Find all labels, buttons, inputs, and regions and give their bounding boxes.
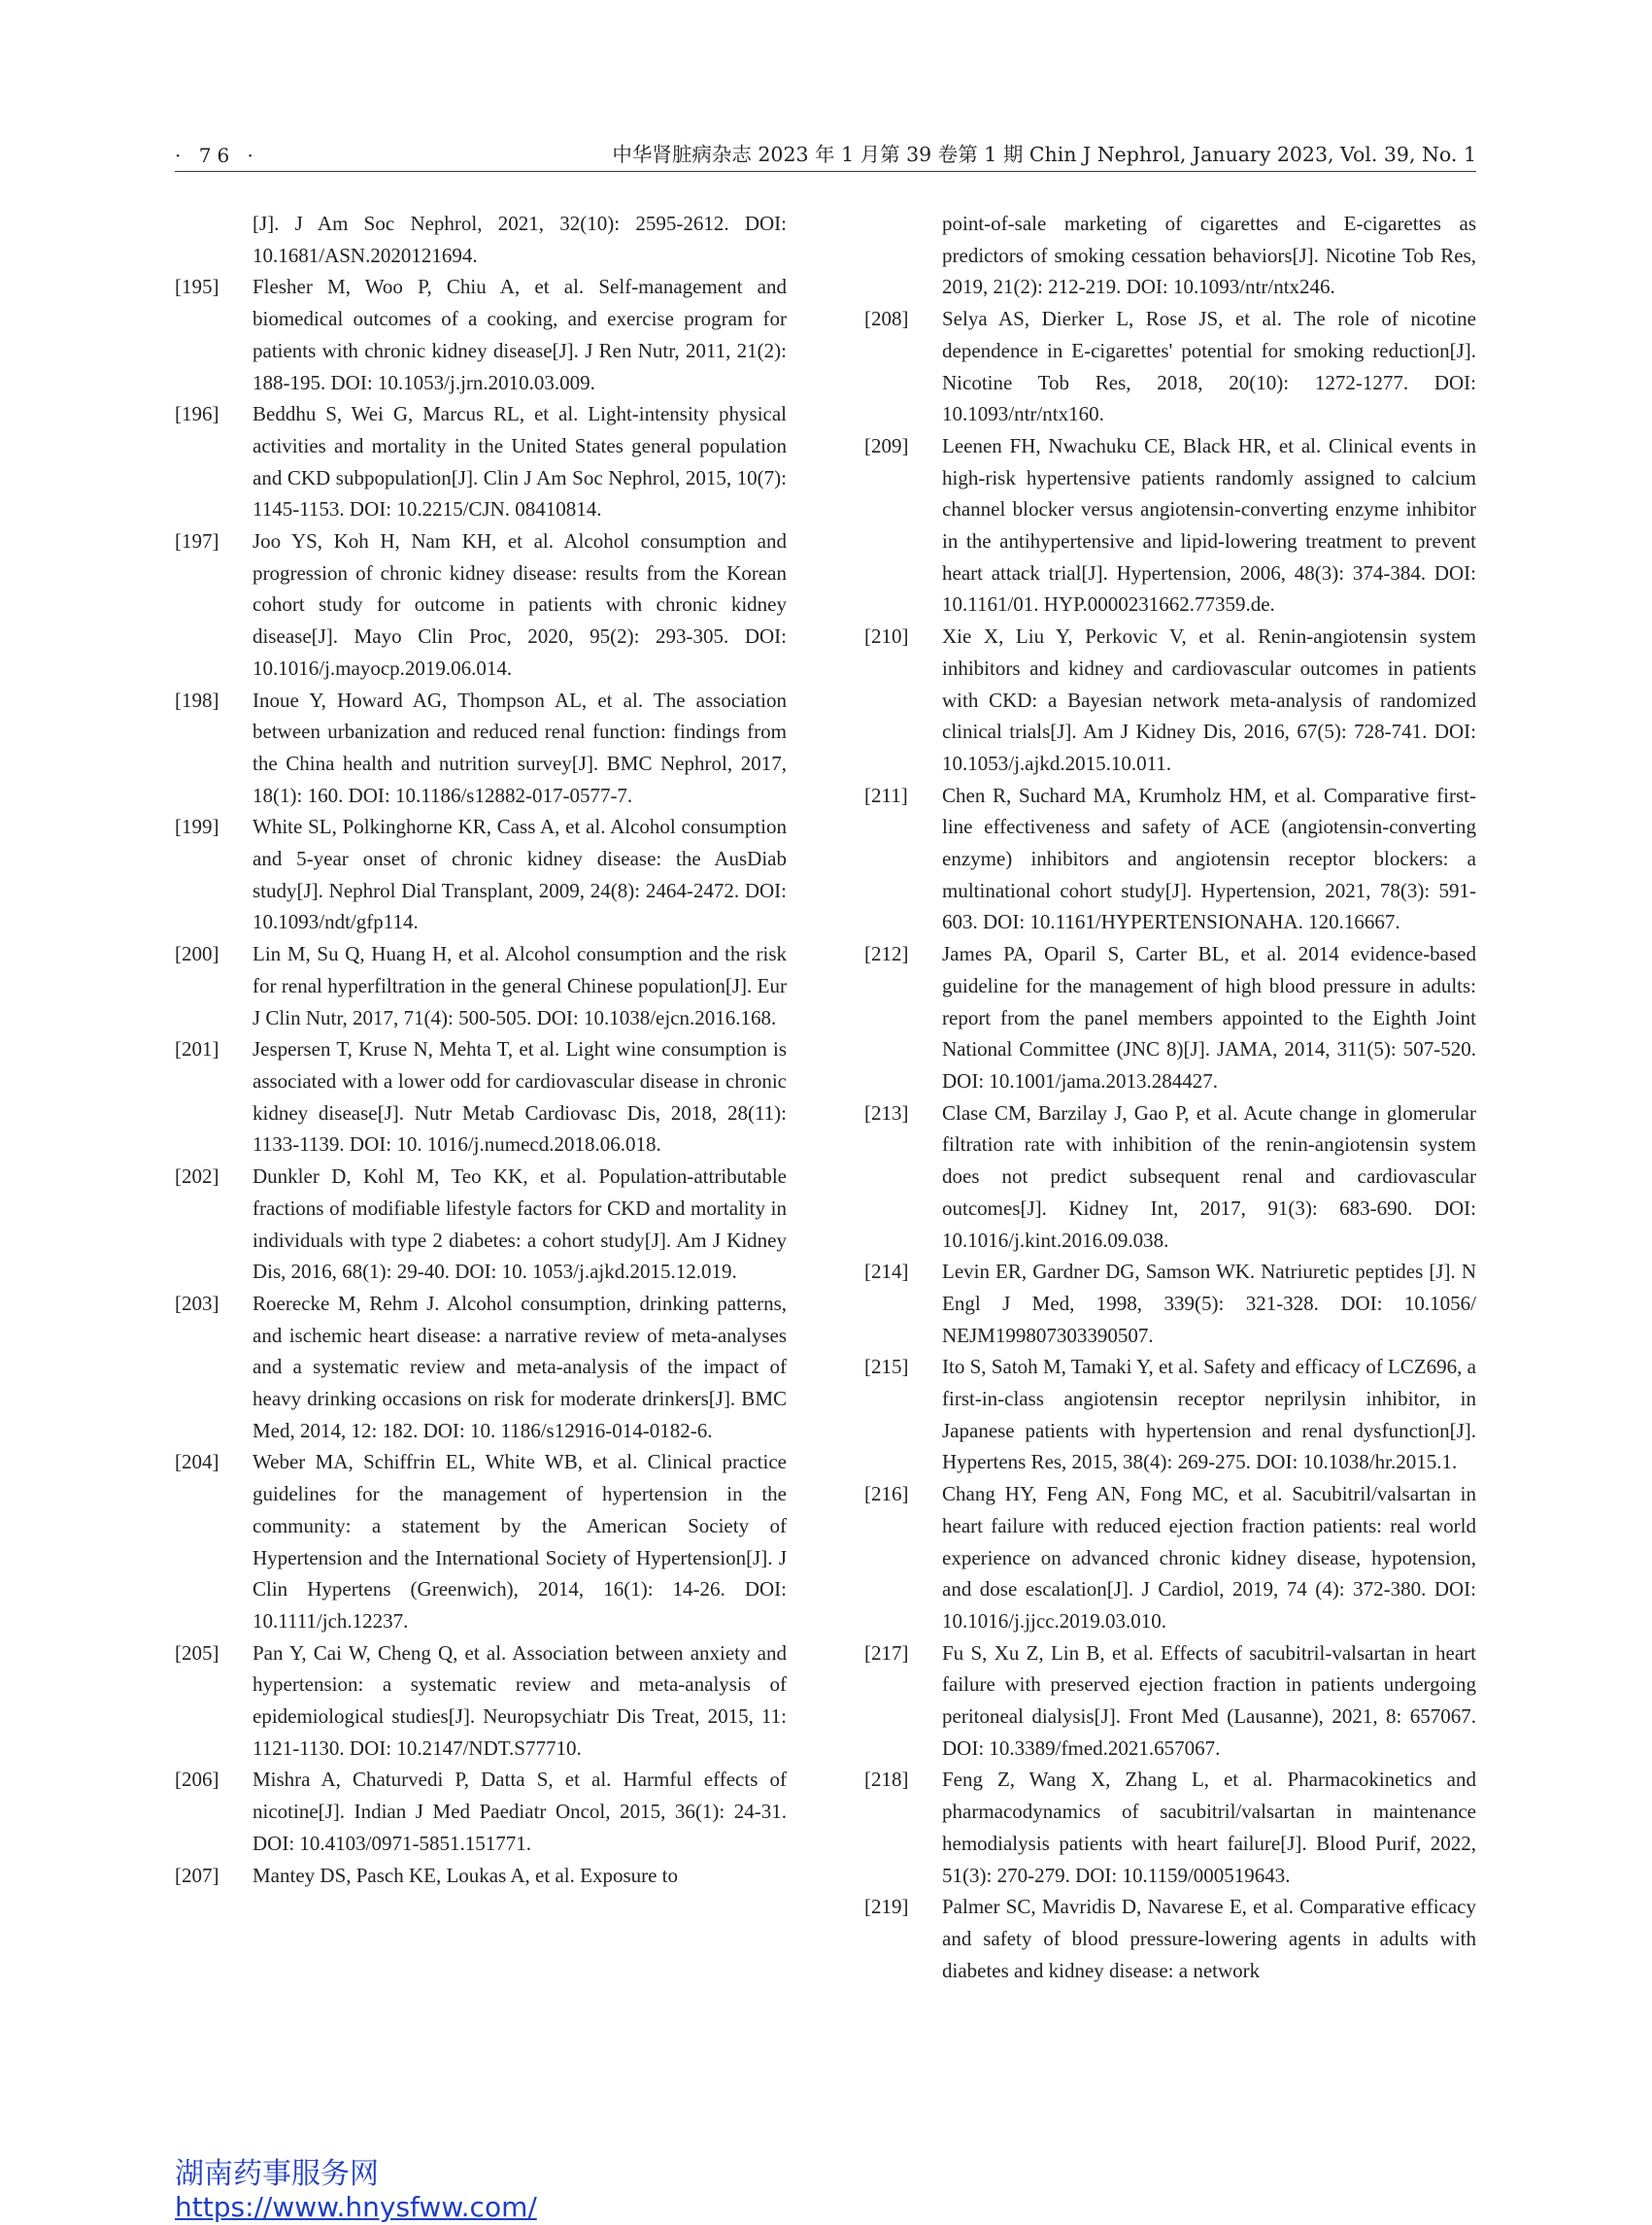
reference-text: [J]. J Am Soc Nephrol, 2021, 32(10): 2595-2612. DOI: 10.1681/ASN.2020121694. xyxy=(253,212,787,267)
reference-text: Joo YS, Koh H, Nam KH, et al. Alcohol consumption and progression of chronic kidney disease: results from the Korean cohort study for outcome in patients with chronic kidney disease[J]. Mayo Clin Proc, 2020, 95(2): 293-305. DOI: 10.1016/j.mayocp.2019.06.014. xyxy=(253,529,787,680)
reference-entry xyxy=(175,1764,787,1859)
reference-number: [202] xyxy=(175,1164,219,1189)
reference-number: [206] xyxy=(175,1768,219,1792)
reference-number: [209] xyxy=(864,433,909,457)
left-reference-list xyxy=(175,271,787,1891)
reference-text: Levin ER, Gardner DG, Samson WK. Natriuretic peptides [J]. N Engl J Med, 1998, 339(5): 321-328. DOI: 10.1056/ NEJM199807303390507. xyxy=(942,1260,1476,1347)
reference-entry xyxy=(864,303,1476,430)
reference-text: Roerecke M, Rehm J. Alcohol consumption, drinking patterns, and ischemic heart disease: a narrative review of meta-analyses and a systematic review and meta-analysis of the impact of heavy drinking occasions on risk for moderate drinkers[J]. BMC Med, 2014, 12: 182. DOI: 10. 1186/s12916-014-0182-6. xyxy=(253,1291,787,1442)
reference-entry xyxy=(864,1764,1476,1891)
reference-number: [214] xyxy=(864,1260,909,1284)
reference-text: Selya AS, Dierker L, Rose JS, et al. The role of nicotine dependence in E-cigarettes' potential for smoking reduction[J]. Nicotine Tob Res, 2018, 20(10): 1272-1277. DOI: 10.1093/ntr/ntx160. xyxy=(942,307,1476,426)
reference-continuation xyxy=(864,208,1476,303)
reference-number: [219] xyxy=(864,1895,909,1919)
right-reference-column xyxy=(864,208,1476,1986)
reference-text: James PA, Oparil S, Carter BL, et al. 2014 evidence-based guideline for the management of high blood pressure in adults: report from the panel members appointed to the Eighth Joint National Committee (JNC 8)[J]. JAMA, 2014, 311(5): 507-520. DOI: 10.1001/jama.2013.284427. xyxy=(942,942,1476,1093)
reference-number: [215] xyxy=(864,1355,909,1379)
reference-text: Chen R, Suchard MA, Krumholz HM, et al. Comparative first-line effectiveness and safety of ACE (angiotensin-converting enzyme) inhibitors and angiotensin receptor blockers: a multinational cohort study[J]. Hypertension, 2021, 78(3): 591-603. DOI: 10.1161/HYPERTENSIONAHA. 120.16667. xyxy=(942,783,1476,934)
page-number: · 76 · xyxy=(175,144,259,167)
reference-number: [197] xyxy=(175,529,219,554)
watermark-url-link[interactable]: https://www.hnysfww.com/ xyxy=(175,2191,537,2223)
reference-text: Weber MA, Schiffrin EL, White WB, et al. Clinical practice guidelines for the management of hypertension in the community: a statement by the American Society of Hypertension and the International Society of Hypertension[J]. J Clin Hypertens (Greenwich), 2014, 16(1): 14-26. DOI: 10.1111/jch.12237. xyxy=(253,1450,787,1633)
journal-citation-line: 中华肾脏病杂志 2023 年 1 月第 39 卷第 1 期 Chin J Nephrol, January 2023, Vol. 39, No. 1 xyxy=(612,143,1476,166)
running-head xyxy=(175,134,1476,172)
reference-number: [210] xyxy=(864,624,909,649)
reference-text: Xie X, Liu Y, Perkovic V, et al. Renin-angiotensin system inhibitors and kidney and cardiovascular outcomes in patients with CKD: a Bayesian network meta-analysis of randomized clinical trials[J]. Am J Kidney Dis, 2016, 67(5): 728-741. DOI: 10.1053/j.ajkd.2015.10.011. xyxy=(942,624,1476,775)
reference-number: [204] xyxy=(175,1450,219,1474)
reference-entry xyxy=(175,811,787,938)
reference-text: Jespersen T, Kruse N, Mehta T, et al. Light wine consumption is associated with a lower odd for cardiovascular disease in chronic kidney disease[J]. Nutr Metab Cardiovasc Dis, 2018, 28(11): 1133-1139. DOI: 10. 1016/j.numecd.2018.06.018. xyxy=(253,1037,787,1157)
reference-entry xyxy=(175,1288,787,1447)
reference-text: Lin M, Su Q, Huang H, et al. Alcohol consumption and the risk for renal hyperfiltration in the general Chinese population[J]. Eur J Clin Nutr, 2017, 71(4): 500-505. DOI: 10.1038/ejcn.2016.168. xyxy=(253,942,787,1029)
watermark xyxy=(175,2158,537,2224)
reference-entry xyxy=(175,1637,787,1765)
reference-entry xyxy=(864,780,1476,939)
reference-number: [200] xyxy=(175,942,219,966)
reference-text: Chang HY, Feng AN, Fong MC, et al. Sacubitril/valsartan in heart failure with reduced ejection fraction patients: real world experience on advanced chronic kidney disease, hypotension, and dose escalation[J]. J Cardiol, 2019, 74 (4): 372-380. DOI: 10.1016/j.jjcc.2019.03.010. xyxy=(942,1482,1476,1633)
reference-entry xyxy=(175,1446,787,1636)
reference-text: Mishra A, Chaturvedi P, Datta S, et al. Harmful effects of nicotine[J]. Indian J Med Paediatr Oncol, 2015, 36(1): 24-31. DOI: 10.4103/0971-5851.151771. xyxy=(253,1768,787,1855)
reference-entry xyxy=(175,398,787,525)
reference-entry xyxy=(864,938,1476,1097)
reference-text: Inoue Y, Howard AG, Thompson AL, et al. The association between urbanization and reduced renal function: findings from the China health and nutrition survey[J]. BMC Nephrol, 2017, 18(1): 160. DOI: 10.1186/s12882-017-0577-7. xyxy=(253,688,787,807)
reference-number: [212] xyxy=(864,942,909,966)
reference-number: [217] xyxy=(864,1640,909,1665)
reference-text: Feng Z, Wang X, Zhang L, et al. Pharmacokinetics and pharmacodynamics of sacubitril/valsartan in maintenance hemodialysis patients with heart failure[J]. Blood Purif, 2022, 51(3): 270-279. DOI: 10.1159/000519643. xyxy=(942,1768,1476,1887)
reference-entry xyxy=(864,1637,1476,1765)
reference-number: [203] xyxy=(175,1291,219,1315)
reference-text: point-of-sale marketing of cigarettes and E-cigarettes as predictors of smoking cessation behaviors[J]. Nicotine Tob Res, 2019, 21(2): 212-219. DOI: 10.1093/ntr/ntx246. xyxy=(942,212,1476,299)
reference-number: [198] xyxy=(175,688,219,712)
reference-number: [195] xyxy=(175,275,219,299)
reference-entry xyxy=(175,685,787,812)
reference-entry xyxy=(864,1256,1476,1351)
reference-entry xyxy=(175,525,787,685)
reference-entry xyxy=(175,938,787,1033)
reference-entry xyxy=(175,271,787,398)
reference-text: Leenen FH, Nwachuku CE, Black HR, et al. Clinical events in high-risk hypertensive patients randomly assigned to calcium channel blocker versus angiotensin-converting enzyme inhibitor in the antihypertensive and lipid-lowering treatment to prevent heart attack trial[J]. Hypertension, 2006, 48(3): 374-384. DOI: 10.1161/01. HYP.0000231662.77359.de. xyxy=(942,433,1476,617)
reference-text: Dunkler D, Kohl M, Teo KK, et al. Population-attributable fractions of modifiable lifestyle factors for CKD and mortality in individuals with type 2 diabetes: a cohort study[J]. Am J Kidney Dis, 2016, 68(1): 29-40. DOI: 10. 1053/j.ajkd.2015.12.019. xyxy=(253,1164,787,1284)
reference-number: [211] xyxy=(864,783,908,807)
reference-entry xyxy=(864,1891,1476,1986)
reference-entry xyxy=(864,1351,1476,1478)
reference-text: Fu S, Xu Z, Lin B, et al. Effects of sacubitril-valsartan in heart failure with preserved ejection fraction in patients undergoing peritoneal dialysis[J]. Front Med (Lausanne), 2021, 8: 657067. DOI: 10.3389/fmed.2021.657067. xyxy=(942,1640,1476,1760)
right-reference-list xyxy=(864,303,1476,1986)
reference-entry xyxy=(175,1860,787,1892)
reference-number: [213] xyxy=(864,1100,909,1125)
reference-number: [199] xyxy=(175,815,219,839)
reference-continuation xyxy=(175,208,787,271)
reference-number: [196] xyxy=(175,402,219,426)
reference-entry xyxy=(864,1478,1476,1637)
reference-text: Clase CM, Barzilay J, Gao P, et al. Acute change in glomerular filtration rate with inhibition of the renin-angiotensin system does not predict subsequent renal and cardiovascular outcomes[J]. Kidney Int, 2017, 91(3): 683-690. DOI: 10.1016/j.kint.2016.09.038. xyxy=(942,1100,1476,1252)
reference-text: Flesher M, Woo P, Chiu A, et al. Self-management and biomedical outcomes of a cooking, and exercise program for patients with chronic kidney disease[J]. J Ren Nutr, 2011, 21(2): 188-195. DOI: 10.1053/j.jrn.2010.03.009. xyxy=(253,275,787,394)
reference-number: [208] xyxy=(864,307,909,331)
reference-entry xyxy=(175,1161,787,1288)
reference-entry xyxy=(175,1033,787,1161)
reference-entry xyxy=(864,1097,1476,1257)
reference-text: Palmer SC, Mavridis D, Navarese E, et al. Comparative efficacy and safety of blood pressure-lowering agents in adults with diabetes and kidney disease: a network xyxy=(942,1895,1476,1982)
reference-text: Pan Y, Cai W, Cheng Q, et al. Association between anxiety and hypertension: a systematic review and meta-analysis of epidemiological studies[J]. Neuropsychiatr Dis Treat, 2015, 11: 1121-1130. DOI: 10.2147/NDT.S77710. xyxy=(253,1640,787,1760)
reference-text: Ito S, Satoh M, Tamaki Y, et al. Safety and efficacy of LCZ696, a first-in-class angiotensin receptor neprilysin inhibitor, in Japanese patients with hypertension and renal dysfunction[J]. Hypertens Res, 2015, 38(4): 269-275. DOI: 10.1038/hr.2015.1. xyxy=(942,1355,1476,1474)
reference-text: Mantey DS, Pasch KE, Loukas A, et al. Exposure to xyxy=(253,1863,679,1887)
reference-number: [216] xyxy=(864,1482,909,1506)
reference-number: [218] xyxy=(864,1768,909,1792)
reference-number: [205] xyxy=(175,1640,219,1665)
reference-number: [201] xyxy=(175,1037,219,1062)
reference-text: White SL, Polkinghorne KR, Cass A, et al. Alcohol consumption and 5-year onset of chronic kidney disease: the AusDiab study[J]. Nephrol Dial Transplant, 2009, 24(8): 2464-2472. DOI: 10.1093/ndt/gfp114. xyxy=(253,815,787,934)
left-reference-column xyxy=(175,208,787,1891)
reference-entry xyxy=(864,430,1476,621)
reference-number: [207] xyxy=(175,1863,219,1887)
watermark-site-name: 湖南药事服务网 xyxy=(175,2157,379,2191)
reference-entry xyxy=(864,621,1476,780)
reference-text: Beddhu S, Wei G, Marcus RL, et al. Light-intensity physical activities and mortality in the United States general population and CKD subpopulation[J]. Clin J Am Soc Nephrol, 2015, 10(7): 1145-1153. DOI: 10.2215/CJN. 08410814. xyxy=(253,402,787,522)
